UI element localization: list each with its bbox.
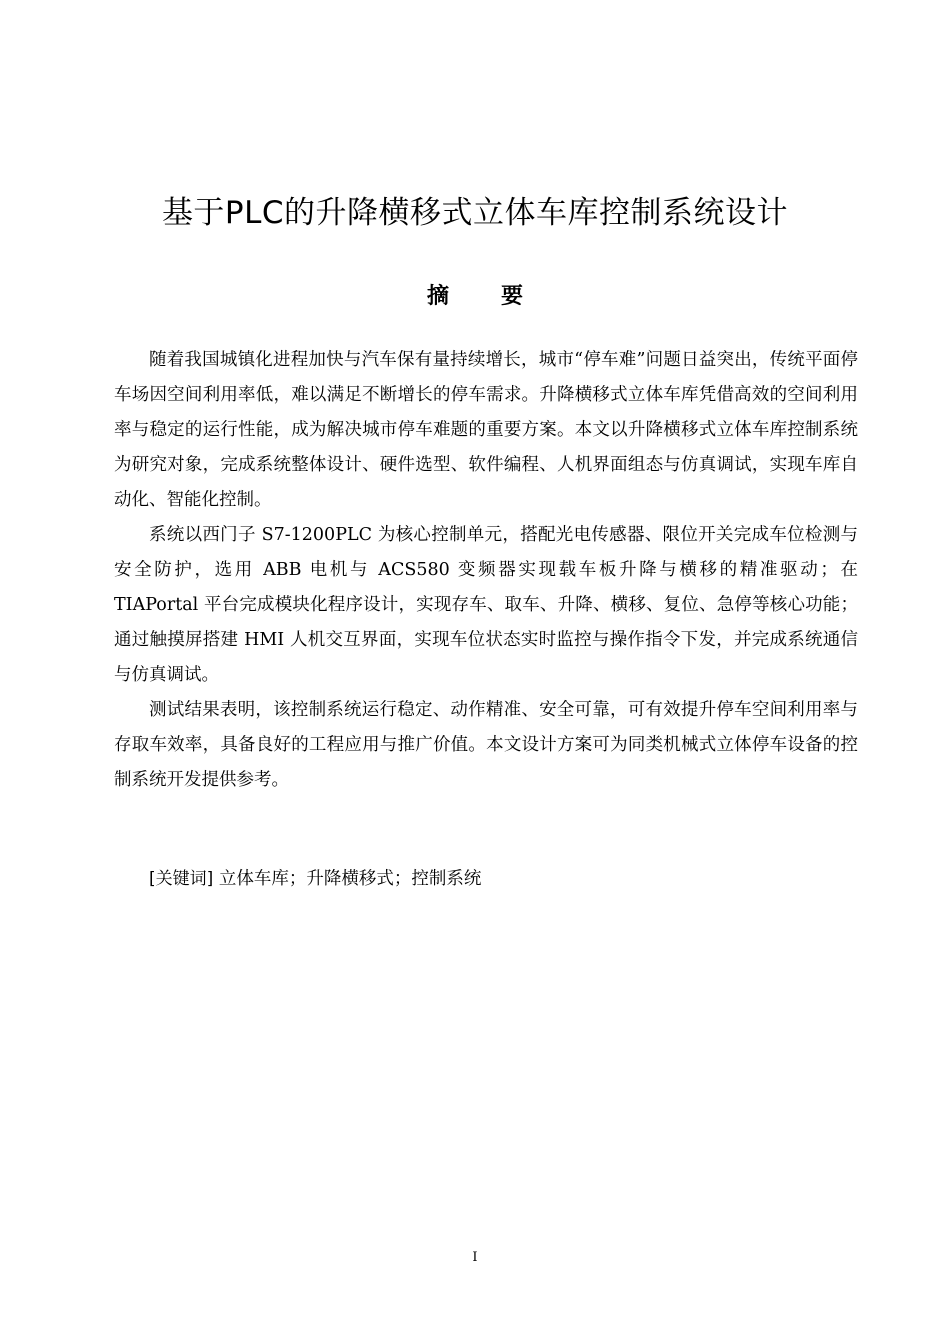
abstract-heading-char-2: 要 [501, 284, 524, 309]
abstract-paragraph-2: 系统以西门子 S7-1200PLC 为核心控制单元，搭配光电传感器、限位开关完成车位检测与安全防护，选用 ABB 电机与 ACS580 变频器实现载车板升降与横移的精准驱动；在 TIAPortal 平台完成模块化程序设计，实现存车、取车、升降、横移、复位、急停等核心功能；通过触摸屏搭建 HMI 人机交互界面，实现车位状态实时监控与操作指令下发，并完成系统通信与仿真调试。 [114, 525, 858, 685]
abstract-body [114, 343, 858, 798]
document-title: 基于PLC的升降横移式立体车库控制系统设计 [161, 195, 789, 231]
page-number: I [472, 1250, 478, 1265]
abstract-paragraph-1: 随着我国城镇化进程加快与汽车保有量持续增长，城市“停车难”问题日益突出，传统平面停车场因空间利用率低，难以满足不断增长的停车需求。升降横移式立体车库凭借高效的空间利用率与稳定的运行性能，成为解决城市停车难题的重要方案。本文以升降横移式立体车库控制系统为研究对象，完成系统整体设计、硬件选型、软件编程、人机界面组态与仿真调试，实现车库自动化、智能化控制。 [114, 350, 858, 510]
keywords-line [114, 862, 858, 897]
keywords-label: [关键词] [149, 869, 214, 889]
keywords-text: 立体车库；升降横移式；控制系统 [218, 869, 482, 889]
abstract-paragraph-3: 测试结果表明，该控制系统运行稳定、动作精准、安全可靠，可有效提升停车空间利用率与存取车效率，具备良好的工程应用与推广价值。本文设计方案可为同类机械式立体停车设备的控制系统开发提供参考。 [114, 700, 858, 790]
abstract-heading-char-1: 摘 [426, 284, 449, 309]
abstract-heading [0, 280, 950, 314]
